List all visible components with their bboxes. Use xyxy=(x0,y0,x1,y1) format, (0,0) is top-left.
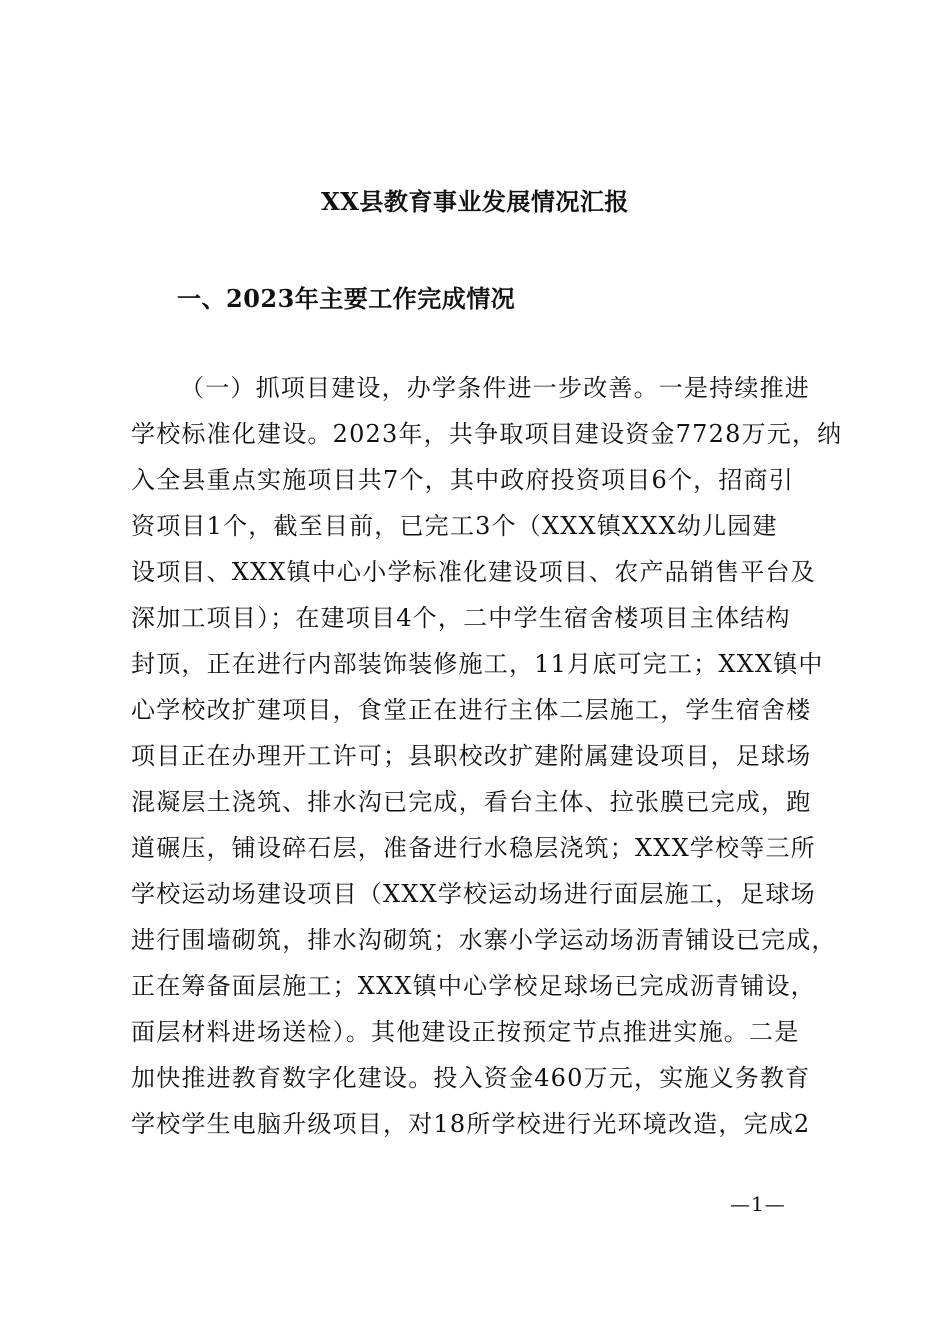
section-heading: 一、2023年主要工作完成情况 xyxy=(177,284,516,313)
body-line: 面层材料进场送检）。其他建设正按预定节点推进实施。二是 xyxy=(131,1018,800,1046)
body-line: 学校标准化建设。2023年，共争取项目建设资金7728万元，纳 xyxy=(131,420,843,448)
body-line: 正在筹备面层施工；XXX镇中心学校足球场已完成沥青铺设， xyxy=(131,972,816,1000)
body-line: 学校学生电脑升级项目，对18所学校进行光环境改造，完成2 xyxy=(131,1110,811,1138)
body-paragraph xyxy=(131,368,843,1150)
body-line: （一）抓项目建设，办学条件进一步改善。一是持续推进 xyxy=(180,374,810,402)
body-line: 心学校改扩建项目，食堂正在进行主体二层施工，学生宿舍楼 xyxy=(131,696,812,724)
body-line: 深加工项目）；在建项目4个，二中学生宿舍楼项目主体结构 xyxy=(131,604,791,632)
body-line: 进行围墙砌筑，排水沟砌筑；水寨小学运动场沥青铺设已完成， xyxy=(131,926,837,954)
page-number: —1— xyxy=(730,1192,786,1216)
body-line: 项目正在办理开工许可；县职校改扩建附属建设项目，足球场 xyxy=(131,742,812,770)
body-line: 学校运动场建设项目（XXX学校运动场进行面层施工，足球场 xyxy=(131,880,816,908)
body-line: 设项目、XXX镇中心小学标准化建设项目、农产品销售平台及 xyxy=(131,558,816,586)
body-line: 加快推进教育数字化建设。投入资金460万元，实施义务教育 xyxy=(131,1064,811,1092)
document-title: XX县教育事业发展情况汇报 xyxy=(321,187,629,216)
body-line: 封顶，正在进行内部装饰装修施工，11月底可完工；XXX镇中 xyxy=(131,650,824,678)
body-line: 入全县重点实施项目共7个，其中政府投资项目6个，招商引 xyxy=(131,466,794,494)
body-line: 混凝层土浇筑、排水沟已完成，看台主体、拉张膜已完成，跑 xyxy=(131,788,812,816)
body-line: 资项目1个，截至目前，已完工3个（XXX镇XXX幼儿园建 xyxy=(131,512,778,540)
body-line: 道碾压，铺设碎石层，准备进行水稳层浇筑；XXX学校等三所 xyxy=(131,834,816,862)
